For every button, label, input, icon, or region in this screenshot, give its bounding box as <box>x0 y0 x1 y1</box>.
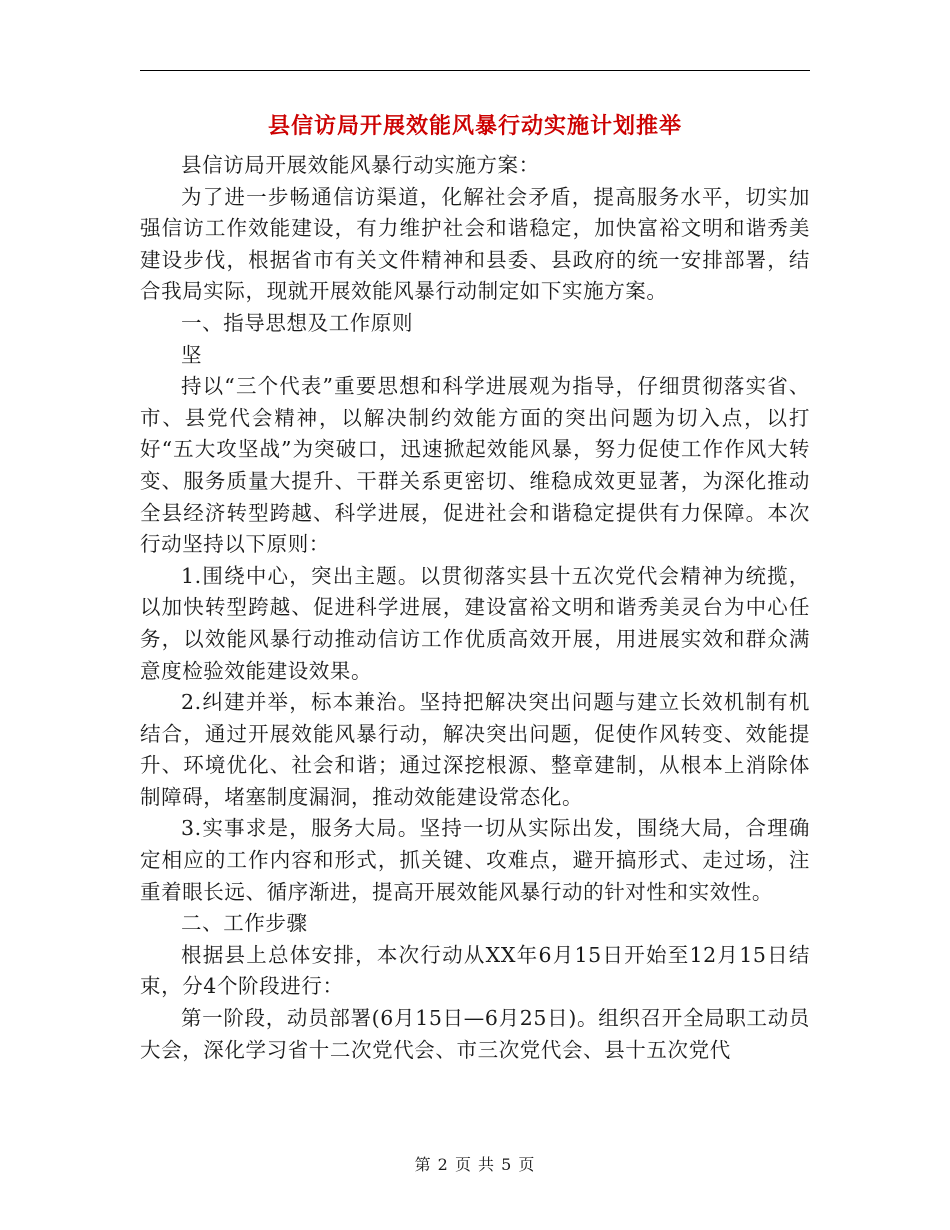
document-body <box>140 150 810 1066</box>
paragraph-phase-1: 第一阶段，动员部署(6月15日—6月25日)。组织召开全局职工动员大会，深化学习省十二次党代会、市三次党代会、县十五次党代 <box>140 1006 810 1062</box>
principle-item-1: 1.围绕中心，突出主题。以贯彻落实县十五次党代会精神为统揽，以加快转型跨越、促进科学进展，建设富裕文明和谐秀美灵台为中心任务，以效能风暴行动推动信访工作优质高效开展，用进展实效和群众满意度检验效能建设效果。 <box>140 563 810 683</box>
paragraph-guiding-thought: 持以“三个代表”重要思想和科学进展观为指导，仔细贯彻落实省、市、县党代会精神，以解决制约效能方面的突出问题为切入点，以打好“五大攻坚战”为突破口，迅速掀起效能风暴，努力促使工作作风大转变、服务质量大提升、干群关系更密切、维稳成效更显著，为深化推动全县经济转型跨越、科学进展，促进社会和谐稳定提供有力保障。本次行动坚持以下原则： <box>140 374 810 557</box>
paragraph-intro: 县信访局开展效能风暴行动实施方案： <box>181 153 540 177</box>
section-heading-guiding-principles: 一、指导思想及工作原则 <box>181 310 414 335</box>
paragraph-fragment: 坚 <box>181 342 203 367</box>
paragraph-purpose: 为了进一步畅通信访渠道，化解社会矛盾，提高服务水平，切实加强信访工作效能建设，有力维护社会和谐稳定，加快富裕文明和谐秀美建设步伐，根据省市有关文件精神和县委、县政府的统一安排部署，结合我局实际，现就开展效能风暴行动制定如下实施方案。 <box>140 184 810 304</box>
principle-item-2: 2.纠建并举，标本兼治。坚持把解决突出问题与建立长效机制有机结合，通过开展效能风暴行动，解决突出问题，促使作风转变、效能提升、环境优化、社会和谐；通过深挖根源、整章建制，从根本上消除体制障碍，堵塞制度漏洞，推动效能建设常态化。 <box>140 690 810 809</box>
paragraph-schedule: 根据县上总体安排，本次行动从XX年6月15日开始至12月15日结束，分4个阶段进行： <box>140 942 810 999</box>
page-number-footer: 第 2 页 共 5 页 <box>414 1155 536 1174</box>
header-rule <box>140 70 810 71</box>
principle-item-3: 3.实事求是，服务大局。坚持一切从实际出发，围绕大局，合理确定相应的工作内容和形式，抓关键、攻难点，避开搞形式、走过场，注重着眼长远、循序渐进，提高开展效能风暴行动的针对性和实效性。 <box>140 816 810 904</box>
section-heading-work-steps: 二、工作步骤 <box>181 911 308 936</box>
document-title: 县信访局开展效能风暴行动实施计划推举 <box>267 114 682 139</box>
